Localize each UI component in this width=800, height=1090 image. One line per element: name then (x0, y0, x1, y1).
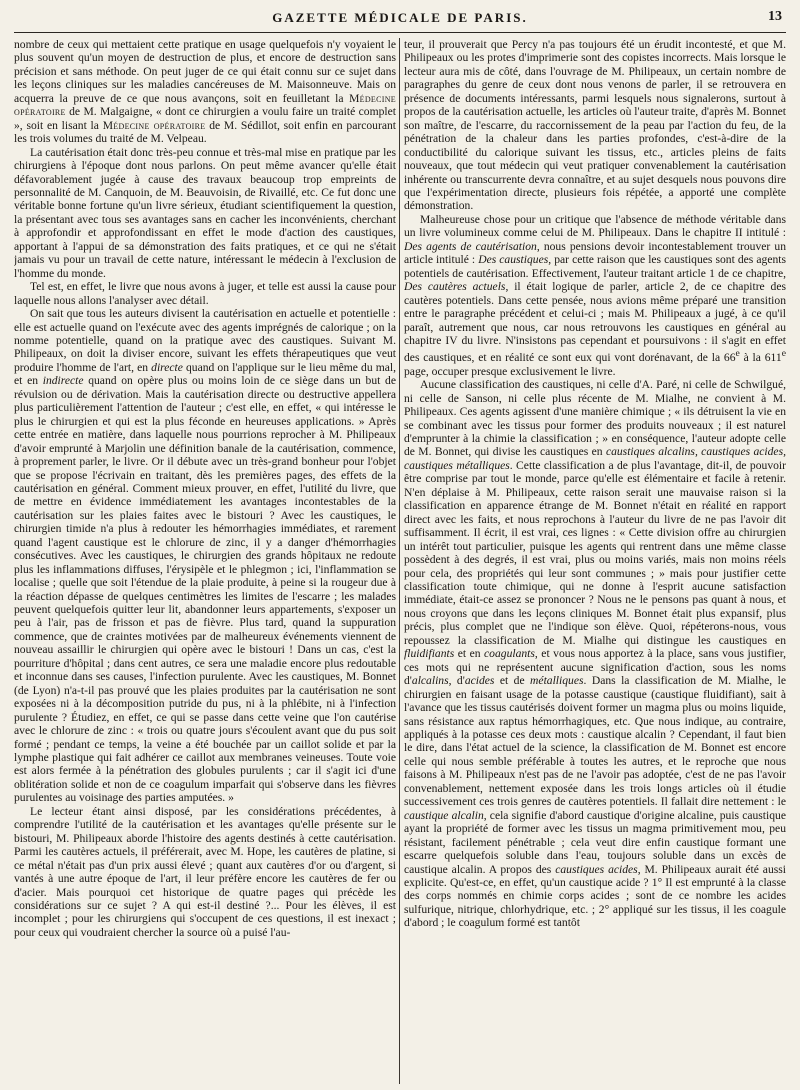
page-number: 13 (768, 9, 782, 24)
article-paragraph: teur, il prouverait que Percy n'a pas toujours été un érudit incontesté, et que M. Philipeaux ou les protes d'imprimerie sont des copistes incorrects. Mais lorsque le lecteur aura mis de côté, dans l'ouvrage de M. Philipeaux, un certain nombre de paragraphes du genre de ceux dont nous venons de parler, il se retrouvera en présence de documents intéressants, parmi lesquels nous signalerons, surtout à propos de la cautérisation actuelle, les articles où l'auteur traite, d'après M. Bonnet son maître, de l'escarre, du raccornissement de la peau par l'action du feu, de la pénétration de la chaleur dans les parties profondes, c'est-à-dire de la conductibilité du calorique suivant les tissus, etc., articles pleins de faits nouveaux, que tout médecin qui veut pratiquer convenablement la cautérisation inhérente ou transcurrente devra connaître, et au sujet desquels nous pouvons dire que l'expérimentation directe, plusieurs fois répétée, a apporté une complète démonstration. (404, 38, 786, 213)
article-paragraph: Aucune classification des caustiques, ni celle d'A. Paré, ni celle de Schwilgué, ni celle de Sanson, ni celle plus récente de M. Mialhe, ne convient à M. Philipeaux. Ces agents agissent d'une manière chimique ; « ils détruisent la vie en se combinant avec les tissus pour former des produits nouveaux ; il est naturel d'emprunter à la chimie la classification ; » en conséquence, l'auteur adopte celle de M. Bonnet, qui divise les caustiques en caustiques alcalins, caustiques acides, caustiques métalliques. Cette classification a de plus l'avantage, dit-il, de pouvoir être comprise par tout le monde, parce qu'elle est élémentaire et facile à retenir. N'en déplaise à M. Philipeaux, cette raison serait une mauvaise raison si la classification en apparence étrange de M. Bonnet n'était en réalité en rapport direct avec les faits, et nous reprochons à l'auteur du livre de ne pas l'avoir dit suffisamment. Il écrit, il est vrai, ces lignes : « Cette division offre au chirurgien un intérêt tout particulier, puisque les agents qui rentrent dans une même classe possèdent à des degrés, il est vrai, plus ou moins variés, mais non moins réels pour cela, des propriétés qui leur sont communes ; » mais pour justifier cette classification toute chimique, qui ne donne à l'esprit aucune satisfaction immédiate, était-ce assez se prononcer ? Nous ne le pensons pas quant à nous, et nous croyons que dans les leçons cliniques M. Bonnet était plus expansif, plus précis, plus complet que ne l'indique son élève. Quoi, répéterons-nous, vous repoussez la classification de M. Mialhe qui distingue les caustiques en fluidifiants et en coagulants, et vous nous apportez à la place, sans vous justifier, ces mots qui ne représentent aucune signification d'action, sous les noms d'alcalins, d'acides et de métalliques. Dans la classification de M. Mialhe, le chirurgien en faisant usage de la potasse caustique (caustique fluidifiant), sait à l'avance que les tissus cautérisés doivent former un magma plus ou moins liquide, sans résistance aux raptus hémorrhagiques, etc. Que nous indique, au contraire, appliqués à la potasse ces deux mots : caustique alcalin ? Cependant, il faut bien le dire, dans l'état actuel de la science, la classification de M. Bonnet est encore celle qui nous semble préférable à toutes les autres, et le reproche que nous faisons à M. Philipeaux n'est pas de ne l'avoir pas adoptée, c'est de ne pas l'avoir convenablement, nettement exposée dans les trois longs articles où il étudie successivement ces trois genres de cautères potentiels. Il fallait dire nettement : le caustique alcalin, cela signifie d'abord caustique d'origine alcaline, puis caustique ayant la propriété de former avec les tissus un magma primitivement mou, peu résistant, facilement pénétrable ; cela veut dire enfin caustique formant une escarre quelquefois soluble dans l'eau, toujours soluble dans un excès de caustique alcalin. A propos des caustiques acides, M. Philipeaux aurait été aussi explicite. Qu'est-ce, en effet, qu'un caustique acide ? 1° Il est emprunté à la classe des corps nommés en chimie corps acides ; sont de ce nombre les acides sulfurique, nitrique, chlorhydrique, etc. ; 2° appliqué sur les tissus, il les coagule d'abord ; le coagulum formé est tantôt (404, 378, 786, 930)
article-paragraph: Le lecteur étant ainsi disposé, par les considérations précédentes, à comprendre l'utilité de la cautérisation et les avantages qu'elle présente sur le bistouri, M. Philipeaux aborde l'histoire des agents destinés à cette cautérisation. Parmi les cautères actuels, il préférerait, avec M. Hope, les cautères de platine, si ce métal n'était pas d'un prix aussi élevé ; quant aux cautères d'or ou d'argent, si vantés à une autre époque de l'art, il leur préfère encore les cautères de fer ou d'acier. Mais pourquoi cet historique de quatre pages qui précède les considérations sur ce sujet ? A qui est-il destiné ?... Pour les élèves, il est incomplet ; pour les chirurgiens qui s'occupent de ces questions, il est inexact ; pour ceux qui voudraient chercher la source où a puisé l'au- (14, 804, 396, 939)
column-divider (399, 38, 400, 1084)
article-paragraph: On sait que tous les auteurs divisent la cautérisation en actuelle et potentielle : elle est actuelle quand on l'exécute avec des agents imprégnés de calorique ; on la nomme potentielle, quand on la pratique avec des caustiques. Suivant M. Philipeaux, on doit la diviser encore, suivant les effets thérapeutiques que veut produire l'homme de l'art, en directe quand on l'applique sur le lieu même du mal, et en indirecte quand on opère plus ou moins loin de ce siège dans un but de révulsion ou de dérivation. Mais la cautérisation directe ou destructive appellera plus particulièrement l'attention de l'auteur ; c'est elle, en effet, « qui intéresse le plus le chirurgien et qui est la plus féconde en heureuses applications. » Après cette entrée en matière, dans laquelle nous pourrions reprocher à M. Philipeaux d'avoir emprunté à Marjolin une définition banale de la cautérisation, commence, à proprement parler, le livre. Or il débute avec un très-grand bonheur pour l'objet que se propose l'écrivain en traitant, dès les premières pages, des effets de la cautérisation en général. Comment mieux prouver, en effet, l'utilité du livre, que de mettre en évidence immédiatement les avantages incontestables de la cautérisation sur les plaies faites avec le bistouri ? Avec les caustiques, le chirurgien timide n'a plus à redouter les hémorrhagies immédiates, et rarement quand l'agent caustique est le chlorure de zinc, il y a danger d'hémorrhagies consécutives. Avec les caustiques, le chirurgien des grands hôpitaux ne redoute plus les inflammations diffuses, l'érysipèle et le phlegmon ; ici, l'inflammation se localise ; quelle que soit l'étendue de la plaie produite, à peine si la rougeur due à la réaction dépasse de quelques centimètres les limites de l'escarre ; les malades peuvent quelquefois quitter leur lit, abandonner leurs appartements, s'exposer un peu à l'air, pas de frisson et pas de fièvre. Plus tard, quand la suppuration commence, que de craintes motivées par de malheureux événements viennent de nouveau assaillir le chirurgien qui opère avec le bistouri ! Dans un cas, c'est la pourriture d'hôpital ; dans cent autres, ce sera une maladie encore plus redoutable et inconnue dans ses causes, l'infection purulente. Avec les caustiques, M. Bonnet (de Lyon) n'a-t-il pas prouvé que les plaies produites par la cautérisation ne sont exposées ni à la décomposition putride du pus, ni à la phlébite, ni à l'infection purulente ? Étudiez, en effet, ce qui se passe dans cette veine que l'on cautérise avec le chlorure de zinc : « trois ou quatre jours s'écoulent avant que du pus soit formé ; pendant ce temps, la veine a été bouchée par un caillot solide et par la lymphe plastique qui fait adhérer ce caillot aux membranes veineuses. Toute voie est alors fermée à la pénétration des globules purulents ; car il s'agit ici d'une oblitération solide et non de ce coagulum imparfait qui s'observe dans les fièvres purulentes au voisinage des parties amputées. » (14, 307, 396, 805)
article-paragraph: nombre de ceux qui mettaient cette pratique en usage quelquefois n'y voyaient le plus souvent qu'un moyen de destruction de plus, et encore de destruction sans précision et sans méthode. On peut juger de ce qui était connu sur ce sujet dans les leçons cliniques sur les maladies cancéreuses de M. Maisonneuve. Mais on acquerra la preuve de ce que nous avançons, soit en feuilletant la Médecine opératoire de M. Malgaigne, « dont ce chirurgien a voulu faire un traité complet », soit en lisant la Médecine opératoire de M. Sédillot, soit enfin en parcourant les trois volumes du traité de M. Velpeau. (14, 38, 396, 146)
page-header (14, 6, 786, 33)
article-paragraph: Malheureuse chose pour un critique que l'absence de méthode véritable dans un livre volumineux comme celui de M. Philipeaux. Dans le chapitre II intitulé : Des agents de cautérisation, nous pensions devoir incontestablement trouver un article intitulé : Des caustiques, par cette raison que les caustiques sont des agents potentiels de cautérisation. Effectivement, l'auteur traitant article 1 de ce chapitre, Des cautères actuels, il était logique de parler, article 2, de ce chapitre des cautères potentiels. Dans cette pensée, nous avions même préparé une transition entre le paragraphe précédent et celui-ci ; mais M. Philipeaux a jugé, à ce qu'il paraît, autrement que nous, car nous retrouvons les caustiques en général au chapitre IV du livre. N'insistons pas cependant et poursuivons : il s'agit en effet des caustiques, et en réalité ce sont eux qui vont dorénavant, de la 66e à la 611e page, occuper presque exclusivement le livre. (404, 212, 786, 378)
right-column (404, 38, 786, 1084)
article-paragraph: Tel est, en effet, le livre que nous avons à juger, et telle est aussi la cause pour laquelle nous allons l'analyser avec détail. (14, 280, 396, 307)
journal-title: GAZETTE MÉDICALE DE PARIS. (272, 10, 528, 25)
article-paragraph: La cautérisation était donc très-peu connue et très-mal mise en pratique par les chirurgiens à l'époque dont nous parlons. On peut même avancer qu'elle était défavorablement jugée à cause des travaux beaucoup trop empreints de personnalité de M. Canquoin, de M. Beauvoisin, de Rivaillé, etc. Ce fut donc une véritable bonne fortune qu'un livre sérieux, étudiant scientifiquement la question, la présentant avec tous ses avantages sans en cacher les inconvénients, cherchant à approfondir et approfondissant en effet le mode d'action des caustiques, apportant à l'appui de sa démonstration des faits pratiques, et ce qui ne s'était jamais vu pour un travail de cette nature, intéressant le médecin à l'exclusion de l'homme du monde. (14, 145, 396, 280)
left-column (14, 38, 396, 1084)
